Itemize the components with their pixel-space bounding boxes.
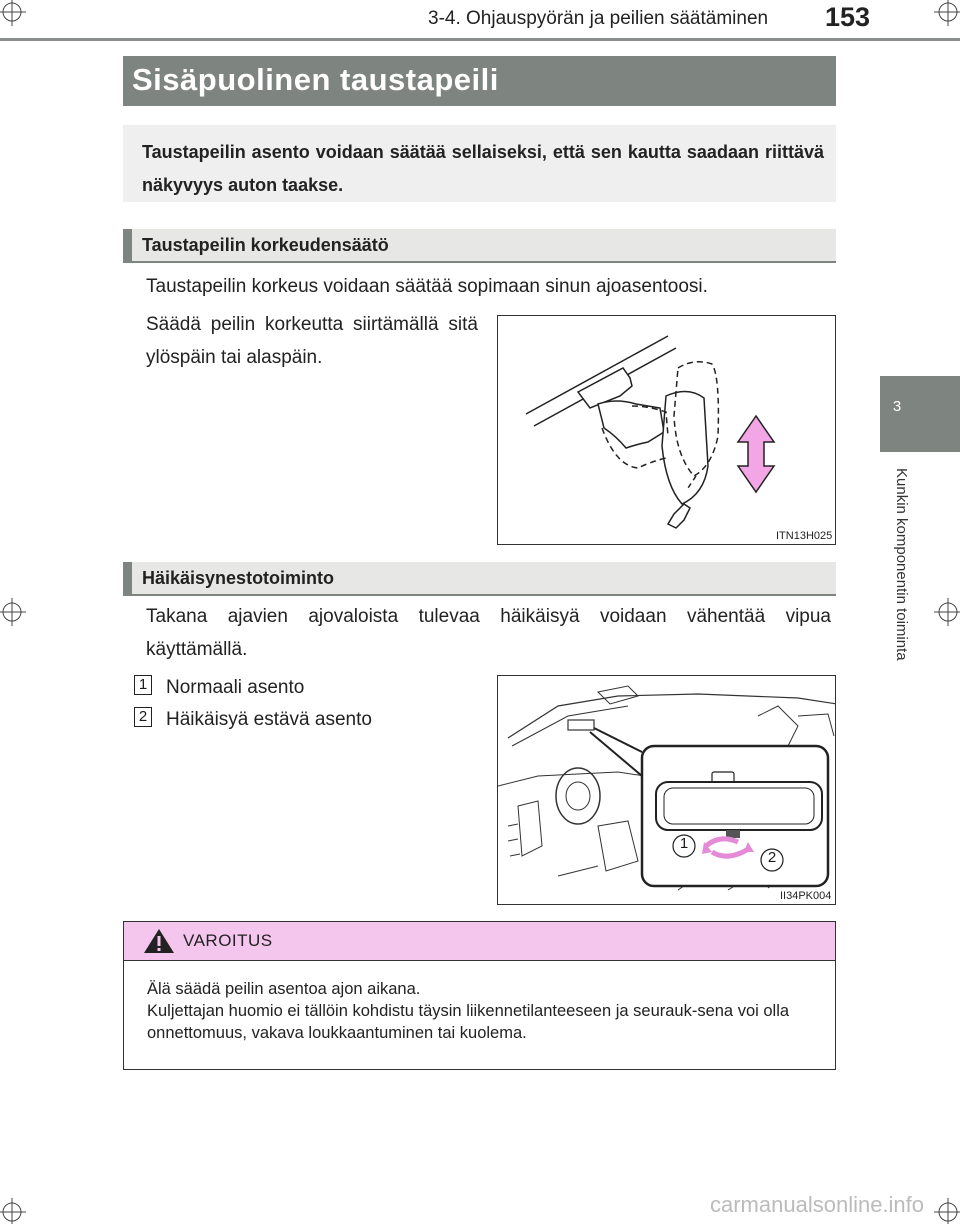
callout-label-1: 1 xyxy=(679,835,689,852)
warning-line: Älä säädä peilin asentoa ajon aikana. xyxy=(147,980,421,998)
item-number-badge: 2 xyxy=(134,707,152,727)
warning-icon xyxy=(142,927,176,955)
registration-mark-top-right xyxy=(920,0,960,40)
figure-code: II34PK004 xyxy=(780,890,832,902)
intro-text: Taustapeilin asento voidaan säätää sellaiseksi, että sen kautta saadaan riittävä näkyvyys auton taakse. xyxy=(142,142,824,195)
header-rule xyxy=(0,38,960,41)
registration-mark-mid-left xyxy=(0,592,40,632)
registration-mark-mid-right xyxy=(920,592,960,632)
figure-code: ITN13H025 xyxy=(776,530,833,542)
section-heading-antiglare: Häikäisynestotoiminto xyxy=(142,568,335,588)
page-title: Sisäpuolinen taustapeili xyxy=(132,62,499,97)
mirror-height-illustration xyxy=(498,316,836,545)
section-heading-stripe xyxy=(123,562,132,596)
item-label: Normaali asento xyxy=(166,677,305,698)
watermark[interactable]: carmanualsonline.info xyxy=(710,1192,925,1217)
page-number: 153 xyxy=(825,2,871,32)
antiglare-paragraph: Takana ajavien ajovaloista tulevaa häikäisyä voidaan vähentää vipua käyttämällä. xyxy=(146,606,831,660)
section-heading-stripe xyxy=(123,229,132,263)
registration-mark-bottom-left xyxy=(0,1184,40,1224)
antiglare-figure xyxy=(497,675,836,905)
warning-line: Kuljettajan huomio ei tällöin kohdistu täysin liikennetilanteeseen ja seurauk-sena voi olla onnettomuus, vakava loukkaantuminen tai kuolema. xyxy=(147,1002,790,1042)
height-paragraph: Taustapeilin korkeus voidaan säätää sopimaan sinun ajoasentoosi. xyxy=(146,276,708,297)
registration-mark-top-left xyxy=(0,0,40,40)
cabin-illustration xyxy=(498,676,836,905)
warning-text xyxy=(147,978,827,1044)
item-label: Häikäisyä estävä asento xyxy=(166,709,372,730)
running-header: 3-4. Ohjauspyörän ja peilien säätäminen xyxy=(428,8,769,29)
callout-label-2: 2 xyxy=(767,849,777,866)
height-instruction: Säädä peilin korkeutta siirtämällä sitä ylöspäin tai alaspäin. xyxy=(146,314,478,368)
chapter-number: 3 xyxy=(892,398,902,415)
mirror-height-figure xyxy=(497,315,836,545)
registration-mark-bottom-right xyxy=(920,1184,960,1224)
chapter-title: Kunkin komponentin toiminta xyxy=(893,468,910,661)
item-number-badge: 1 xyxy=(134,675,152,695)
section-heading-height: Taustapeilin korkeudensäätö xyxy=(142,235,389,255)
warning-title: VAROITUS xyxy=(183,931,273,950)
